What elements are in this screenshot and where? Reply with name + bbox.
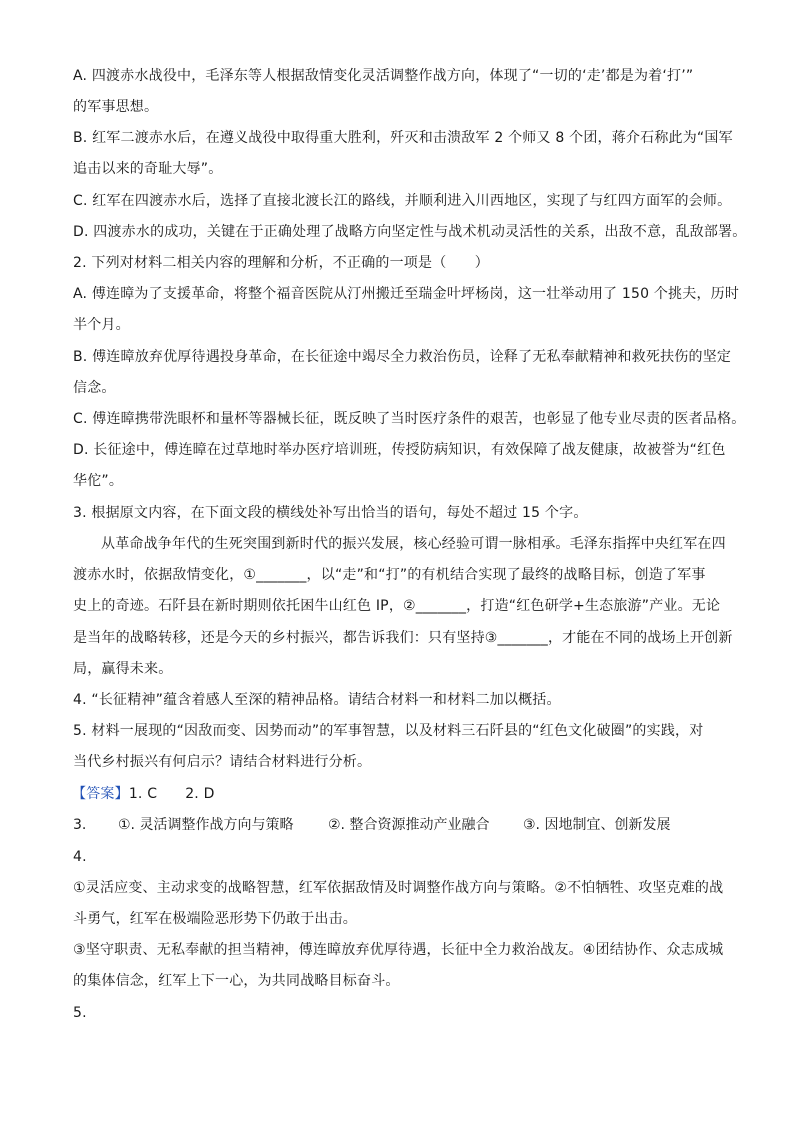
q3-stem: 3. 根据原文内容，在下面文段的横线处补写出恰当的语句，每处不超过 15 个字。 bbox=[73, 505, 588, 521]
q2-option-d-line1: D. 长征途中，傅连暲在过草地时举办医疗培训班，传授防病知识，有效保障了战友健康，故被誉为“红色 bbox=[73, 442, 726, 458]
q3-passage-line2: 渡赤水时，依据敌情变化，①_______，以“走”和“打”的有机结合实现了最终的战略目标，创造了军事 bbox=[73, 567, 706, 583]
q3-passage-line4: 是当年的战略转移，还是今天的乡村振兴，都告诉我们：只有坚持③_______，才能在不同的战场上开创新 bbox=[73, 630, 733, 646]
q2-option-b-line2: 信念。 bbox=[73, 380, 116, 396]
q5-stem-line2: 当代乡村振兴有何启示？请结合材料进行分析。 bbox=[73, 754, 372, 770]
q2-option-a-line2: 半个月。 bbox=[73, 317, 130, 333]
q1-option-a-line1: A. 四渡赤水战役中，毛泽东等人根据敌情变化灵活调整作战方向，体现了“一切的‘走’都是为着‘打’” bbox=[73, 68, 694, 84]
answer-4-line1: ①灵活应变、主动求变的战略智慧，红军依据敌情及时调整作战方向与策略。②不怕牺牲、攻坚克难的战 bbox=[73, 880, 724, 896]
answer-row bbox=[72, 784, 215, 804]
answer-3-blank-3: ③. 因地制宜、创新发展 bbox=[523, 817, 671, 833]
answer-3-blank-2: ②. 整合资源推动产业融合 bbox=[328, 817, 490, 833]
answer-tag: 【答案】 bbox=[72, 786, 129, 802]
q5-stem-line1: 5. 材料一展现的“因敌而变、因势而动”的军事智慧，以及材料三石阡县的“红色文化破圈”的实践，对 bbox=[73, 723, 704, 739]
answer-4-number: 4. bbox=[73, 849, 87, 865]
answer-2: 2. D bbox=[185, 786, 215, 802]
answer-5-number: 5. bbox=[73, 1005, 87, 1021]
answer-4-line2: 斗勇气，红军在极端险恶形势下仍敢于出击。 bbox=[73, 911, 357, 927]
q1-option-b-line1: B. 红军二渡赤水后，在遵义战役中取得重大胜利，歼灭和击溃敌军 2 个师又 8 个团，蒋介石称此为“国军 bbox=[73, 130, 733, 146]
answer-4-line3: ③坚守职责、无私奉献的担当精神，傅连暲放弃优厚待遇，长征中全力救治战友。④团结协作、众志成城 bbox=[73, 942, 724, 958]
q2-option-a-line1: A. 傅连暲为了支援革命，将整个福音医院从汀州搬迁至瑞金叶坪杨岗，这一壮举动用了 150 个挑夫，历时 bbox=[73, 286, 740, 302]
answer-1: 1. C bbox=[128, 786, 158, 802]
answer-3-blank-1: ①. 灵活调整作战方向与策略 bbox=[118, 817, 294, 833]
q3-passage-line1: 从革命战争年代的生死突围到新时代的振兴发展，核心经验可谓一脉相承。毛泽东指挥中央红军在四 bbox=[101, 536, 726, 552]
q3-passage-line3: 史上的奇迹。石阡县在新时期则依托困牛山红色 IP，②_______，打造“红色研学+生态旅游”产业。无论 bbox=[73, 598, 721, 614]
q2-option-c: C. 傅连暲携带洗眼杯和量杯等器械长征，既反映了当时医疗条件的艰苦，也彰显了他专业尽责的医者品格。 bbox=[73, 411, 746, 427]
q1-option-c: C. 红军在四渡赤水后，选择了直接北渡长江的路线，并顺利进入川西地区，实现了与红四方面军的会师。 bbox=[73, 193, 732, 209]
q2-option-b-line1: B. 傅连暲放弃优厚待遇投身革命，在长征途中竭尽全力救治伤员，诠释了无私奉献精神和救死扶伤的坚定 bbox=[73, 349, 732, 365]
answer-3-number: 3. bbox=[73, 817, 87, 833]
q3-passage-line5: 局，赢得未来。 bbox=[73, 661, 173, 677]
q1-option-a-line2: 的军事思想。 bbox=[73, 99, 159, 115]
q2-option-d-line2: 华佗”。 bbox=[73, 473, 124, 489]
q4-stem: 4. “长征精神”蕴含着感人至深的精神品格。请结合材料一和材料二加以概括。 bbox=[73, 692, 561, 708]
q1-option-b-line2: 追击以来的奇耻大辱”。 bbox=[73, 161, 223, 177]
q2-stem: 2. 下列对材料二相关内容的理解和分析，不正确的一项是（ ） bbox=[73, 255, 490, 271]
answer-4-line4: 的集体信念，红军上下一心，为共同战略目标奋斗。 bbox=[73, 973, 400, 989]
q1-option-d: D. 四渡赤水的成功，关键在于正确处理了战略方向坚定性与战术机动灵活性的关系，出敌不意，乱敌部署。 bbox=[73, 224, 747, 240]
